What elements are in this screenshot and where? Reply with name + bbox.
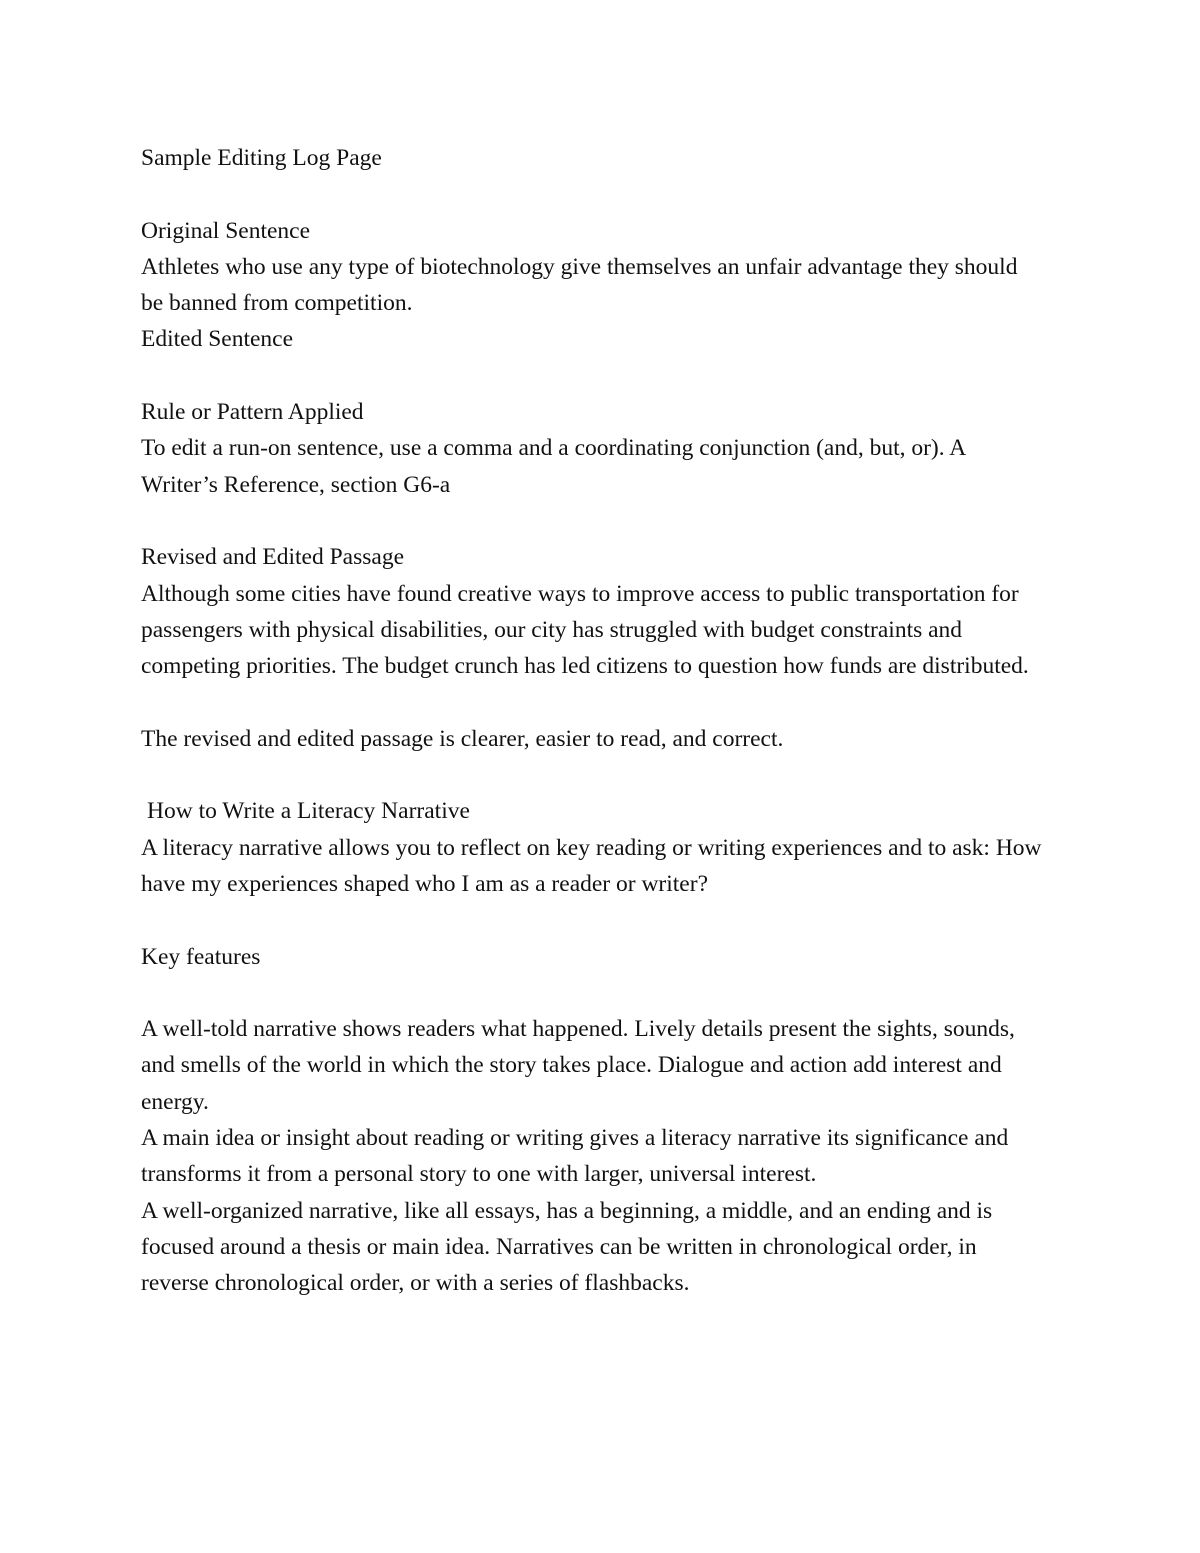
feature-paragraph: A well-organized narrative, like all essays, has a beginning, a middle, and an ending and is focused around a thesis or main idea. Narratives can be written in chronological order, in reverse chronological order, or with a series of flashbacks. [141, 1197, 993, 1297]
spacer [141, 975, 1071, 1011]
feature-paragraph: A well-told narrative shows readers what happened. Lively details present the sights, sounds, and smells of the world in which the story takes place. Dialogue and action add interest and energy. [141, 1016, 1015, 1115]
spacer [141, 684, 1071, 720]
original-sentence-text: Athletes who use any type of biotechnology give themselves an unfair advantage they should be banned from competition. [141, 253, 1018, 317]
key-features-heading: Key features [141, 943, 261, 970]
literacy-narrative-heading: How to Write a Literacy Narrative [147, 798, 470, 825]
revised-passage-text: Although some cities have found creative ways to improve access to public transportation for passengers with physical disabilities, our city has struggled with budget constraints and competing priorities. The budget crunch has led citizens to question how funds are distributed. [141, 580, 1029, 680]
spacer [141, 503, 1071, 539]
revised-passage-heading: Revised and Edited Passage [141, 544, 405, 571]
edited-sentence-heading: Edited Sentence [141, 326, 294, 353]
rule-heading: Rule or Pattern Applied [141, 399, 364, 426]
spacer [141, 176, 1071, 212]
spacer [141, 757, 1071, 793]
revised-passage-note: The revised and edited passage is clearer, easier to read, and correct. [141, 725, 784, 752]
spacer [141, 358, 1071, 394]
spacer [141, 902, 1071, 938]
document-title: Sample Editing Log Page [141, 145, 382, 171]
literacy-narrative-intro: A literacy narrative allows you to reflect on key reading or writing experiences and to ask: How have my experiences shaped who I am as a reader or writer? [141, 834, 1042, 897]
original-sentence-heading: Original Sentence [141, 217, 311, 244]
feature-paragraph: A main idea or insight about reading or writing gives a literacy narrative its significance and transforms it from a personal story to one with larger, universal interest. [141, 1125, 1009, 1188]
document-body [141, 140, 1071, 1302]
rule-text: To edit a run-on sentence, use a comma and a coordinating conjunction (and, but, or). A Writer’s Reference, section G6-a [141, 435, 965, 498]
